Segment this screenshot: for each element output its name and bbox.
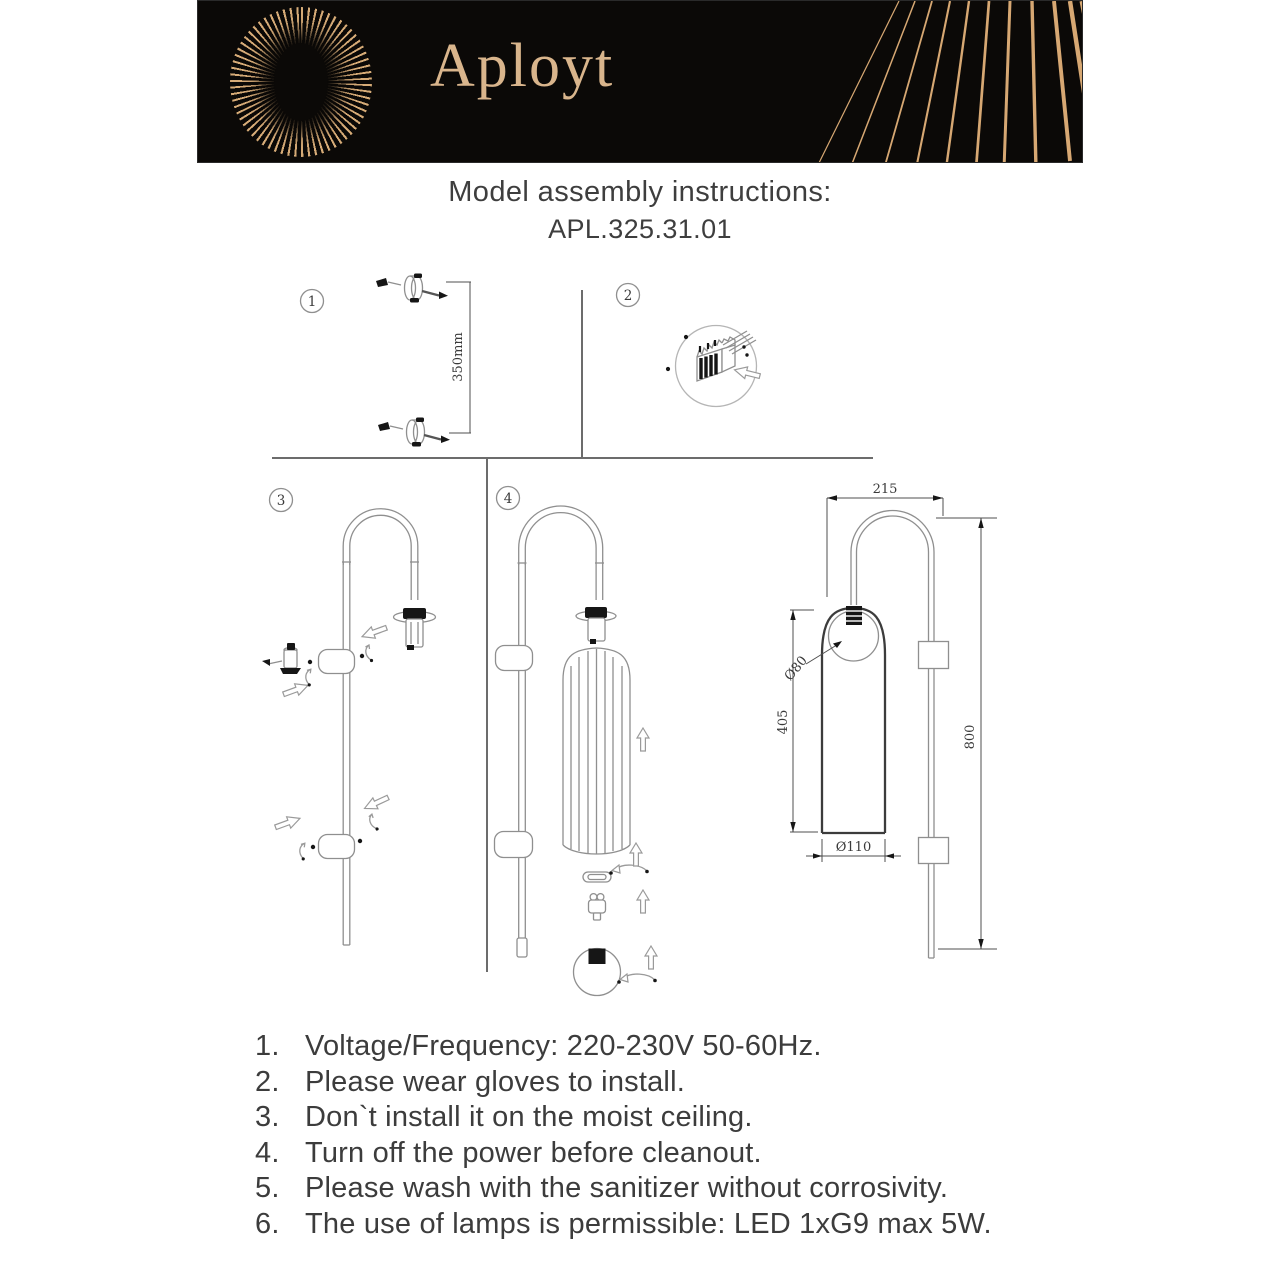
instruction-text: Please wear gloves to install.	[305, 1065, 685, 1098]
instruction-text: Turn off the power before cleanout.	[305, 1136, 762, 1169]
step-2-drawing	[617, 284, 762, 407]
instruction-item	[255, 1029, 1085, 1065]
instruction-number: 2.	[255, 1065, 280, 1098]
dim-shade-diameter: Ø110	[835, 840, 872, 855]
dim-shade-height: 405	[776, 709, 791, 735]
instruction-number: 3.	[255, 1101, 280, 1134]
instruction-number: 4.	[255, 1136, 280, 1169]
instruction-list	[255, 1029, 1085, 1243]
model-number: APL.325.31.01	[548, 214, 732, 244]
section-dividers	[272, 290, 873, 972]
instruction-text: Don`t install it on the moist ceiling.	[305, 1101, 753, 1134]
step-4-label: 4	[503, 491, 513, 507]
instruction-number: 5.	[255, 1172, 280, 1205]
step-4-drawing	[495, 487, 658, 996]
dim-ball-diameter: Ø80	[781, 653, 811, 684]
instruction-item	[255, 1065, 1085, 1101]
instruction-item	[255, 1171, 1085, 1207]
instruction-text: The use of lamps is permissible: LED 1xG9 max 5W.	[305, 1207, 992, 1240]
instruction-text: Please wash with the sanitizer without corrosivity.	[305, 1172, 949, 1205]
step-1-label: 1	[307, 294, 317, 310]
instruction-item	[255, 1136, 1085, 1172]
instruction-item	[255, 1100, 1085, 1136]
brand-name: Aployt	[430, 32, 615, 100]
dim-rod-height: 800	[963, 724, 978, 750]
instruction-text: Voltage/Frequency: 220-230V 50-60Hz.	[305, 1030, 822, 1062]
step-3-drawing	[262, 489, 436, 946]
dimension-drawing	[776, 482, 997, 958]
instruction-number: 6.	[255, 1207, 280, 1240]
step-1-drawing	[301, 274, 472, 447]
step-3-label: 3	[276, 493, 286, 509]
instruction-item	[255, 1207, 1085, 1243]
step-2-label: 2	[623, 288, 633, 304]
instruction-number: 1.	[255, 1030, 280, 1062]
page-title: Model assembly instructions:	[448, 176, 832, 208]
dim-hook-width: 215	[872, 482, 898, 497]
dim-mount-spacing: 350mm	[451, 332, 466, 382]
